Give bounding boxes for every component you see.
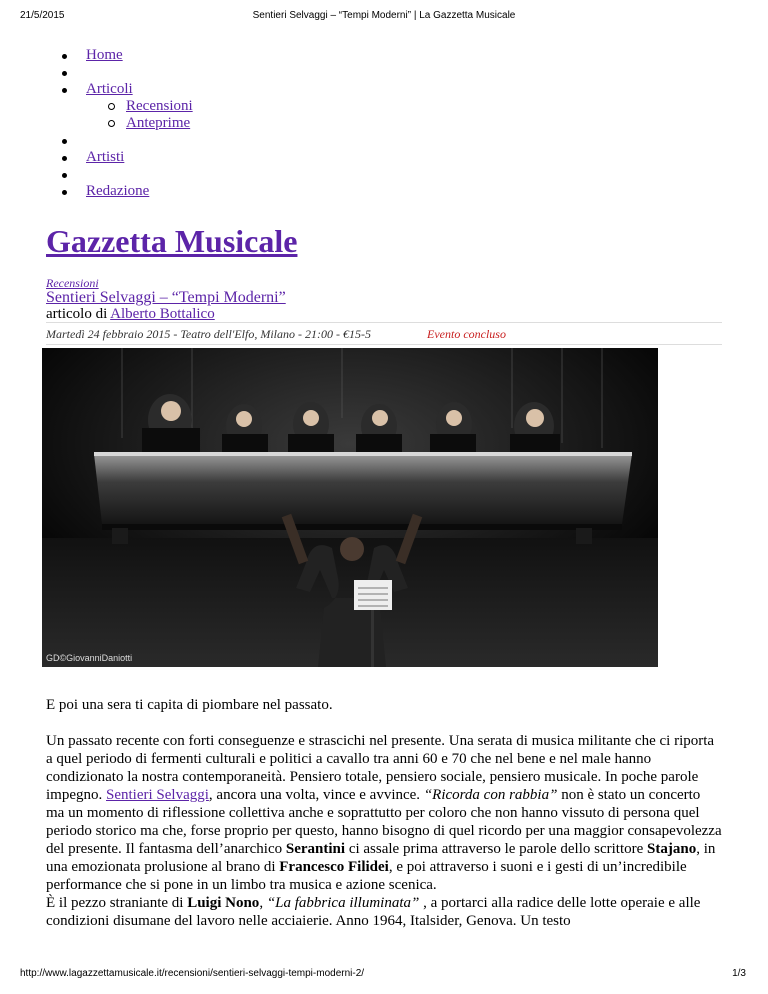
nav-link-anteprime[interactable]: Anteprime: [126, 115, 191, 131]
p3-nono: Luigi Nono: [187, 895, 260, 911]
nav-link-artisti[interactable]: Artisti: [86, 149, 125, 165]
print-url: http://www.lagazzettamusicale.it/recensioni/sentieri-selvaggi-tempi-moderni-2/: [20, 968, 365, 979]
nav-link-articoli[interactable]: Articoli: [86, 81, 133, 97]
p3-text-c: , a portarci alla radice delle lotte operaie e alle condizioni disumane del lavoro nelle acciaierie. Anno 1964, Italsider, Genova. Un testo: [46, 895, 701, 929]
nav-item-empty-3: [48, 166, 193, 183]
main-nav: [48, 47, 193, 200]
paragraph-1: E poi una sera ti capita di piombare nel passato.: [46, 697, 333, 713]
concert-photo-illustration: [42, 348, 658, 667]
site-title-link[interactable]: Gazzetta Musicale: [46, 223, 298, 259]
subnav-item-recensioni: [86, 98, 193, 115]
p2-text-e: , in una emozionata prolusione al brano di: [46, 841, 716, 875]
print-footer: [0, 968, 768, 982]
p3-quote: “La fabbrica illuminata”: [266, 895, 420, 911]
article-title: [46, 289, 286, 307]
p2-quote: “Ricorda con rabbia”: [423, 787, 558, 803]
p2-serantini: Serantini: [285, 841, 346, 857]
p3-text-a: È il pezzo straniante di: [46, 895, 188, 911]
nav-link-home[interactable]: Home: [86, 47, 123, 63]
byline-prefix: articolo di: [46, 306, 111, 322]
p2-text-d: ci assale prima attraverso le parole dello scrittore: [345, 841, 648, 857]
nav-link-redazione[interactable]: Redazione: [86, 183, 150, 199]
nav-item-empty-2: [48, 132, 193, 149]
p3-text-b: ,: [259, 895, 267, 911]
nav-item-home: [48, 47, 193, 64]
paragraph-3: [46, 894, 722, 930]
subnav-item-anteprime: [86, 115, 193, 132]
nav-item-articoli: [48, 81, 193, 132]
event-status: Evento concluso: [427, 327, 506, 341]
article-byline: [46, 306, 215, 323]
p2-stajano: Stajano: [647, 841, 697, 857]
nav-item-artisti: [48, 149, 193, 166]
print-page-number: 1/3: [732, 968, 746, 979]
articoli-subnav: [86, 98, 193, 132]
print-page-title: Sentieri Selvaggi – “Tempi Moderni” | La Gazzetta Musicale: [252, 10, 516, 21]
sentieri-selvaggi-link[interactable]: Sentieri Selvaggi: [106, 787, 209, 803]
print-header: [0, 10, 768, 24]
concert-photo: [42, 348, 658, 667]
author-link[interactable]: Alberto Bottalico: [110, 306, 215, 322]
p2-text-a: Un passato recente con forti conseguenze e strascichi nel presente. Una serata di musica militante che ci riporta a quel periodo di fermenti culturali e politici a cavallo tra anni 60 e 70 che nel bene e nel male hanno condizionato la nostra contemporaneità. Pensiero totale, pensiero sociale, pensiero musicale. In poche parole impegno.: [46, 733, 715, 803]
paragraph-2: [46, 732, 722, 894]
print-date: 21/5/2015: [20, 10, 65, 21]
nav-item-redazione: [48, 183, 193, 200]
p2-text-f: , e poi attraverso i suoni e i gesti di un’incredibile performance che si pone in un limbo tra musica e azione scenica.: [46, 859, 687, 893]
article-title-link[interactable]: Sentieri Selvaggi – “Tempi Moderni”: [46, 289, 286, 306]
event-info: Martedì 24 febbraio 2015 - Teatro dell'Elfo, Milano - 21:00 - €15-5: [46, 327, 371, 341]
category-link[interactable]: Recensioni: [46, 276, 99, 290]
nav-item-empty-1: [48, 64, 193, 81]
photo-credit: GD©GiovanniDaniotti: [46, 653, 133, 663]
p2-text-c: non è stato un concerto ma un momento di riflessione collettiva anche e soprattutto per coloro che non hanno vissuto di persona quel periodo storico ma che, forse proprio per questo, hanno bisogno di quel ricordo per una maggior consapevolezza del presente. Il fantasma dell’anarchico: [46, 787, 722, 857]
nav-link-recensioni[interactable]: Recensioni: [126, 98, 193, 114]
divider-bottom: [46, 344, 722, 345]
divider-top: [46, 322, 722, 323]
site-title: [46, 222, 297, 260]
p2-filidei: Francesco Filidei: [279, 859, 389, 875]
p2-text-b: , ancora una volta, vince e avvince.: [208, 787, 424, 803]
